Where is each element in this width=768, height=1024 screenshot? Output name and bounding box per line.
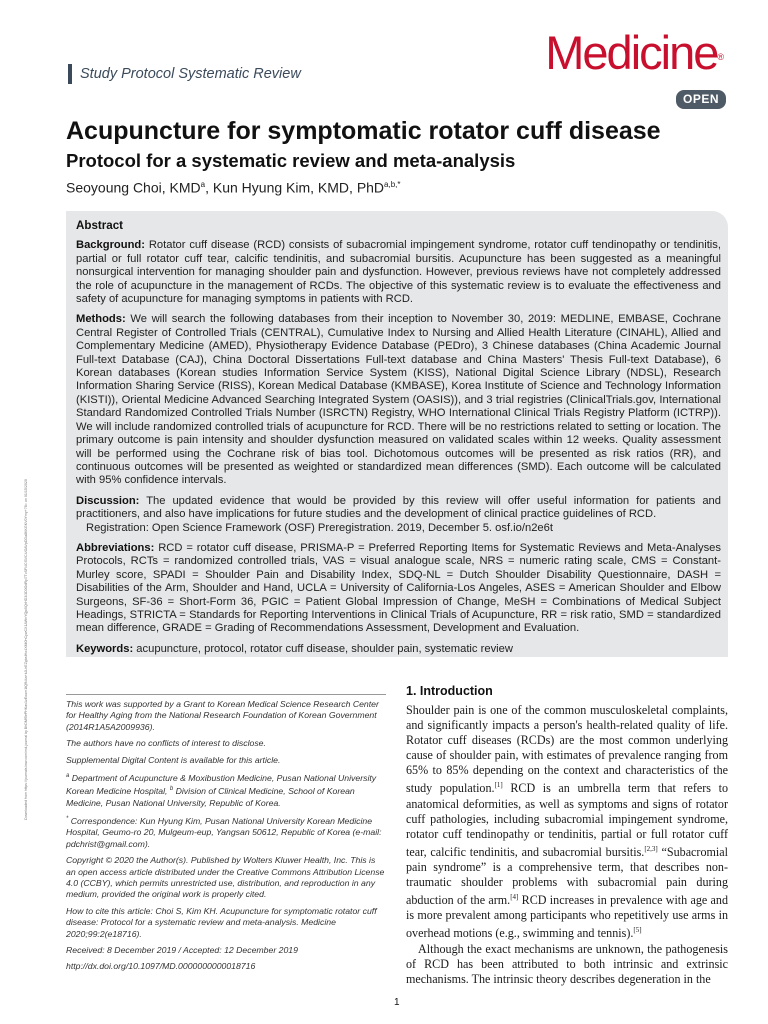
funding-note: This work was supported by a Grant to Korean Medical Science Research Center for Healthy Aging from the National Research Foundation of Korean Government (2014R1A5A2009936). [66, 699, 379, 732]
intro-text: Shoulder pain is one of the common musculoskeletal complaints, and significantly impacts a person's health-related quality of life. Rotator cuff diseases (RCDs) are the most common underlying cause of shoulder pain, with estimates of prevalence ranging from 65% to 85% depending on the context and characteristics of the study population. [406, 703, 728, 796]
author-name: Seoyoung Choi, KMD [66, 179, 201, 196]
introduction-heading: 1. Introduction [406, 684, 493, 698]
keywords-text: acupuncture, protocol, rotator cuff disease, shoulder pain, systematic review [133, 642, 513, 655]
correspondence-note [66, 814, 386, 850]
conflict-note: The authors have no conflicts of interest to disclose. [66, 738, 266, 749]
abstract-keywords [76, 643, 721, 656]
affiliation-a: Department of Acupuncture & Moxibustion Medicine, Pusan National University Korean Medicine Hospital, [66, 772, 377, 797]
reference-link[interactable]: [1] [494, 781, 503, 790]
author-affiliation-mark: a,b,* [384, 180, 401, 189]
correspondence-text: Correspondence: Kun Hyung Kim, Pusan National University Korean Medicine Hospital, Geumo-ro 20, Mulgeum-eup, Yangsan 50612, Republic of Korea (e-mail: pdchrist@gmail.com). [66, 815, 382, 849]
intro-paragraph: Although the exact mechanisms are unknown, the pathogenesis of RCD has been attributed to both intrinsic and extrinsic mechanisms. The intrinsic theory describes degeneration in the [406, 941, 728, 986]
journal-logo-text: Medicine [545, 26, 718, 79]
background-label: Background: [76, 239, 145, 252]
registered-mark: ® [717, 52, 724, 62]
intro-paragraph [406, 703, 728, 942]
intro-text: RCD is an umbrella term that refers to anatomical deformities, as well as symptoms and signs of rotator cuff pathologies, including subacromial impingement syndrome, rotator cuff tendinopathy or tendinitis, partial or full rotator cuff tear, calcific tendinitis, and subacromial bursitis. [406, 781, 729, 859]
affiliation-mark: b [169, 786, 174, 793]
background-text: Rotator cuff disease (RCD) consists of subacromial impingement syndrome, rotator cuff tendinopathy or tendinitis, partial or full rotator cuff tear, calcific tendinitis, and subacromial bursitis. Acupuncture has been suggested as a meaningful nonsurgical intervention for managing shoulder pain and dysfunction. However, previous reviews have not completely addressed the role of acupuncture in the management of RCDs. The objective of this systematic review is to evaluate the effectiveness and safety of acupuncture for managing symptoms in patients with RCD. [76, 239, 721, 306]
methods-text: We will search the following databases from their inception to November 30, 2019: MEDLINE, EMBASE, Cochrane Central Register of Controlled Trials (CENTRAL), Cumulative Index to Nursing and Allied Health Literature (CINAHL), Allied and Complementary Medicine (AMED), Physiotherapy Evidence Database (PEDro), 3 Chinese databases (China Academic Journal Full-text Database (CAJ), China Doctoral Dissertations Full-text database and China Masters' Thesis Full-text Database), 6 Korean databases (Korean studies Information Service System (KISS), National Digital Science Library (NDSL), Research Information Sharing Service (RISS), Korean Medical Database (KMBASE), Korea Institute of Science and Technology Information (KISTI)), Oriental Medicine Advanced Searching Integrated System (OASIS)), and 3 trial registries (ClinicalTrials.gov, International Standard Randomized Controlled Trials Number (ISRCTN) Registry, WHO International Clinical Trials Registry Platform (ICTRP)). We will include randomized controlled trials of acupuncture for RCD. There will be no restrictions related to setting or location. The primary outcome is pain intensity and shoulder dysfunction measured on validated scales within 12 weeks. Quality assessment will be performed using the Cochrane risk of bias tool. Dichotomous outcomes will be presented as risk ratios (RR), and continuous outcomes will be presented as weighted or standardized mean differences (SMD). Each outcome will be calculated with 95% confidence intervals. [76, 313, 721, 487]
supplemental-note: Supplemental Digital Content is available for this article. [66, 754, 281, 765]
footnotes [66, 694, 386, 978]
abbreviations-text: RCD = rotator cuff disease, PRISMA-P = Preferred Reporting Items for Systematic Reviews and Meta-Analyses Protocols, RCTs = randomized controlled trials, VAS = visual analogue scale, NRS = numeric rating scale, CMS = Constant-Murley score, SPADI = Shoulder Pain and Disability Index, SDQ-NL = Dutch Shoulder Disability Questionnaire, DASH = Disabilities of the Arm, Shoulder and Hand, UCLA = University of California-Los Angeles, ASES = American Shoulder and Elbow Surgeons, SF-36 = Short-Form 36, PGIC = Patient Global Impression of Change, MeSH = Combinations of Medical Subject Headings, STRICTA = Standards for Reporting Interventions in Clinical Trials of Acupuncture, RR = risk ratio, SMD = standardized mean difference, GRADE = Grading of Recommendations Assessment, Development and Evaluation. [76, 541, 721, 635]
abstract-heading: Abstract [76, 219, 124, 232]
abstract-box [66, 211, 728, 657]
abstract-background [76, 239, 721, 306]
author-separator: , [205, 179, 213, 196]
abbreviations-label: Abbreviations: [76, 541, 155, 554]
intro-text: RCD increases in prevalence with age and is more prevalent among participants who repetitively use arms in overhead motions (e.g., swimming and tennis). [406, 893, 729, 941]
reference-link[interactable]: [2,3] [644, 844, 658, 853]
affiliation-b: Division of Clinical Medicine, School of Korean Medicine, Pusan National University, Republic of Korea. [66, 786, 355, 808]
discussion-text: The updated evidence that would be provided by this review will offer useful information for patients and practitioners, and also have implications for future studies and the development of clinical practice guidelines of RCD. [76, 494, 721, 521]
article-title: Acupuncture for symptomatic rotator cuff disease [66, 117, 661, 145]
affiliation-mark: a [66, 773, 70, 780]
section-tag: Study Protocol Systematic Review [68, 64, 301, 84]
abstract-methods [76, 313, 721, 487]
page-number: 1 [394, 997, 400, 1008]
article-subtitle: Protocol for a systematic review and meta-analysis [66, 150, 516, 171]
author-name: Kun Hyung Kim, KMD, PhD [212, 179, 385, 196]
abstract-registration: Registration: Open Science Framework (OSF) Preregistration. 2019, December 5. osf.io/n2e6t [86, 521, 553, 534]
discussion-label: Discussion: [76, 494, 140, 507]
citation-note: How to cite this article: Choi S, Kim KH. Acupuncture for symptomatic rotator cuff disease: Protocol for a systematic review and meta-analysis. Medicine 2020;99:2(e18716). [66, 905, 377, 939]
abstract-discussion [76, 495, 721, 522]
open-access-badge: OPEN [676, 90, 726, 109]
correspondence-mark: * [66, 816, 69, 823]
journal-logo [545, 27, 724, 79]
methods-label: Methods: [76, 313, 126, 326]
download-watermark: Downloaded from https://journals.lww.com/md-journal by BhDMf5ePHKav1zEoum1tQfN4a+kJLhEZgbsIHo4XMi0hCywCX1AWnYQp/IlQrHD3i3D0OdRyi7TvSFl4Cf3VC4/OAVpDDa8KKGKV0Ymy+78= on 01/15/2020 [24, 479, 28, 820]
keywords-label: Keywords: [76, 642, 134, 655]
abstract-abbreviations [76, 542, 721, 636]
copyright-note: Copyright © 2020 the Author(s). Published by Wolters Kluwer Health, Inc. This is an open access article distributed under the Creative Commons Attribution License 4.0 (CCBY), which permits unrestricted use, distribution, and reproduction in any medium, provided the original work is properly cited. [66, 855, 385, 900]
intro-text: “Subacromial pain syndrome” is a comprehensive term, that describes non-traumatic shoulder problems with subacromial pain during abduction of the arm. [406, 844, 728, 908]
affiliation-note [66, 771, 386, 809]
abstract-content [76, 219, 721, 663]
dates-note: Received: 8 December 2019 / Accepted: 12 December 2019 [66, 944, 298, 955]
doi-link[interactable]: http://dx.doi.org/10.1097/MD.0000000000018716 [66, 961, 256, 972]
reference-link[interactable]: [5] [633, 926, 642, 935]
author-list [66, 176, 401, 197]
introduction-body [406, 703, 728, 987]
reference-link[interactable]: [4] [510, 893, 519, 902]
author-affiliation-mark: a [200, 180, 206, 189]
